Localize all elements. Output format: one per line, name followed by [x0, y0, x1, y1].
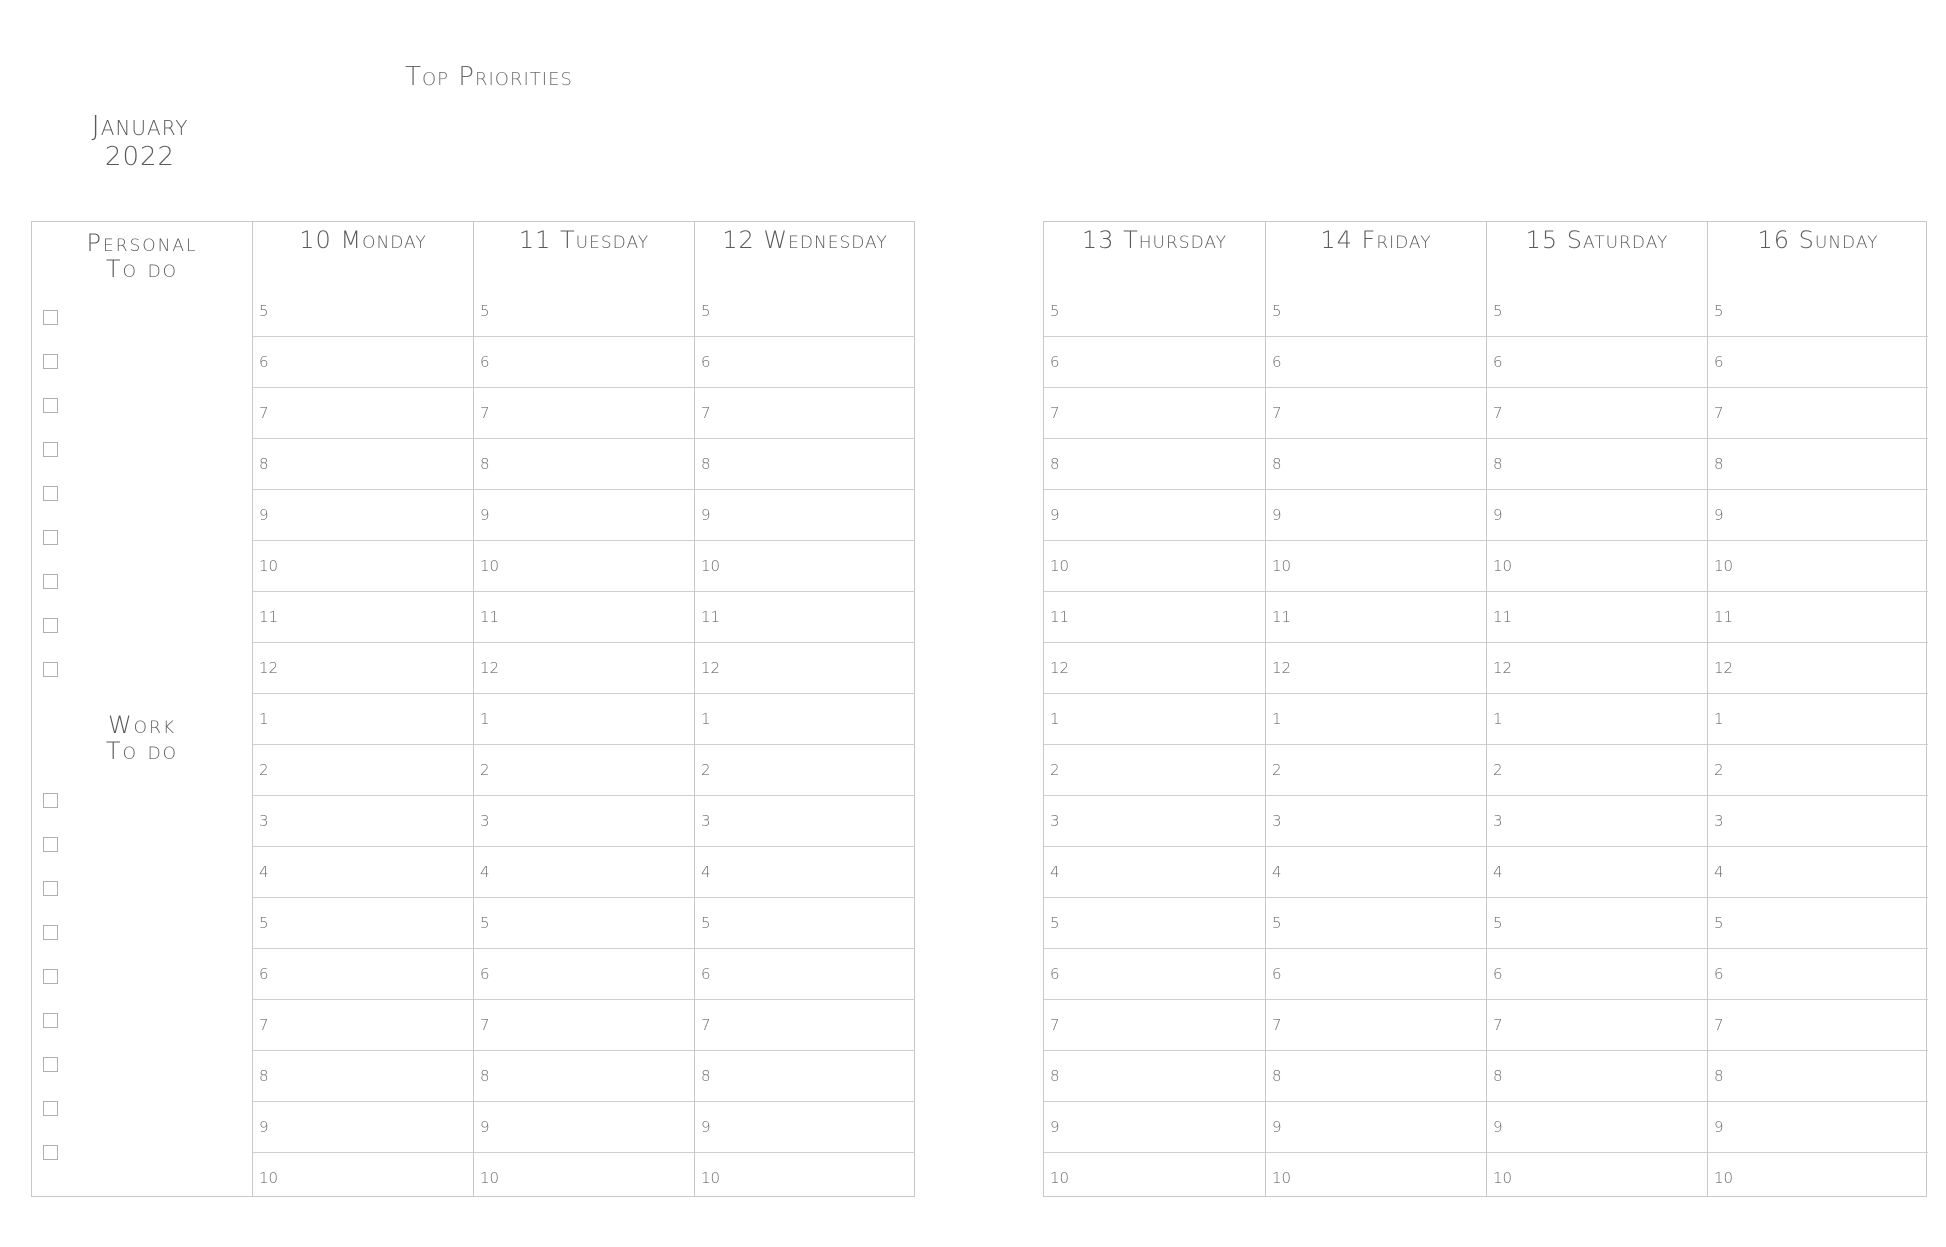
hour-slot[interactable] — [1044, 694, 1265, 745]
hour-slot[interactable] — [695, 847, 915, 898]
hour-label: 6 — [1493, 965, 1503, 983]
hour-slot[interactable] — [253, 337, 473, 388]
hour-slot[interactable] — [695, 592, 915, 643]
hour-slot[interactable] — [253, 847, 473, 898]
hour-label: 6 — [259, 965, 269, 983]
hour-slot[interactable] — [474, 592, 694, 643]
hour-slot[interactable] — [253, 1153, 473, 1204]
hour-label: 2 — [1272, 761, 1282, 779]
hour-label: 5 — [259, 302, 269, 320]
hour-label: 5 — [701, 914, 711, 932]
day-header: 16 Sunday — [1757, 226, 1879, 254]
hour-slot[interactable] — [253, 1102, 473, 1153]
hour-label: 5 — [1272, 914, 1282, 932]
hour-label: 1 — [1272, 710, 1282, 728]
hour-label: 11 — [701, 608, 721, 626]
hour-label: 2 — [259, 761, 269, 779]
hour-slot[interactable] — [474, 949, 694, 1000]
personal-todo-checkbox[interactable] — [43, 398, 58, 413]
hour-slot[interactable] — [695, 1102, 915, 1153]
hour-slot[interactable] — [474, 898, 694, 949]
hour-slot[interactable] — [474, 439, 694, 490]
hour-slot[interactable] — [1487, 1000, 1707, 1051]
hour-slot[interactable] — [1708, 592, 1928, 643]
hour-slot[interactable] — [1044, 388, 1265, 439]
hour-slot[interactable] — [1044, 439, 1265, 490]
hour-slot[interactable] — [1708, 388, 1928, 439]
hour-label: 10 — [480, 1169, 500, 1187]
month-year-block — [60, 110, 220, 172]
hour-label: 9 — [1050, 506, 1060, 524]
hour-slot[interactable] — [1487, 1153, 1707, 1204]
hour-slot[interactable] — [474, 745, 694, 796]
hour-label: 3 — [259, 812, 269, 830]
hour-label: 10 — [259, 1169, 279, 1187]
hour-slot[interactable] — [474, 337, 694, 388]
hour-label: 9 — [1272, 1118, 1282, 1136]
hour-slot[interactable] — [1487, 745, 1707, 796]
hour-label: 9 — [259, 1118, 269, 1136]
hour-label: 3 — [1714, 812, 1724, 830]
day-column — [694, 222, 915, 1196]
hour-slot[interactable] — [1708, 490, 1928, 541]
hour-label: 5 — [1272, 302, 1282, 320]
hour-slot[interactable] — [1487, 541, 1707, 592]
work-todo-checkbox[interactable] — [43, 1013, 58, 1028]
personal-todo-heading-line1: Personal — [86, 229, 198, 257]
hour-slot[interactable] — [1266, 643, 1486, 694]
hour-label: 9 — [259, 506, 269, 524]
hour-slot[interactable] — [253, 643, 473, 694]
hour-slot[interactable] — [695, 490, 915, 541]
hour-label: 7 — [1050, 404, 1060, 422]
hour-label: 1 — [480, 710, 490, 728]
hour-label: 10 — [1493, 1169, 1513, 1187]
hour-slot[interactable] — [253, 796, 473, 847]
hour-slot[interactable] — [253, 439, 473, 490]
work-todo-checkbox[interactable] — [43, 1101, 58, 1116]
hour-label: 6 — [1272, 965, 1282, 983]
hour-slot[interactable] — [1487, 388, 1707, 439]
hour-label: 10 — [1714, 557, 1734, 575]
hour-label: 6 — [1050, 965, 1060, 983]
hour-label: 8 — [1493, 455, 1503, 473]
hour-label: 11 — [480, 608, 500, 626]
hour-label: 8 — [480, 455, 490, 473]
hour-slot[interactable] — [474, 1102, 694, 1153]
hour-slot[interactable] — [1266, 541, 1486, 592]
hour-label: 5 — [1050, 302, 1060, 320]
hour-label: 9 — [701, 1118, 711, 1136]
hour-label: 6 — [480, 353, 490, 371]
hour-slot[interactable] — [1708, 643, 1928, 694]
hour-label: 6 — [480, 965, 490, 983]
hour-label: 10 — [259, 557, 279, 575]
hour-label: 8 — [1493, 1067, 1503, 1085]
hour-slot[interactable] — [1044, 745, 1265, 796]
hour-label: 2 — [701, 761, 711, 779]
hour-slot[interactable] — [1708, 1000, 1928, 1051]
hour-label: 6 — [1272, 353, 1282, 371]
hour-label: 1 — [1050, 710, 1060, 728]
hour-label: 8 — [1272, 455, 1282, 473]
hour-slot[interactable] — [253, 898, 473, 949]
hour-label: 7 — [259, 1016, 269, 1034]
hour-slot[interactable] — [695, 337, 915, 388]
hour-label: 12 — [1272, 659, 1292, 677]
hour-slot[interactable] — [1487, 439, 1707, 490]
hour-label: 4 — [1714, 863, 1724, 881]
hour-label: 4 — [701, 863, 711, 881]
hour-slot[interactable] — [474, 643, 694, 694]
hour-slot[interactable] — [474, 796, 694, 847]
work-todo-heading-line2: To do — [105, 737, 179, 765]
hour-slot[interactable] — [1266, 1102, 1486, 1153]
hour-label: 7 — [701, 404, 711, 422]
day-header: 12 Wednesday — [722, 226, 888, 254]
hour-slot[interactable] — [1487, 490, 1707, 541]
hour-slot[interactable] — [1044, 1051, 1265, 1102]
work-todo-heading-line1: Work — [107, 711, 177, 739]
hour-label: 7 — [1714, 404, 1724, 422]
hour-slot[interactable] — [1487, 796, 1707, 847]
hour-slot[interactable] — [1266, 796, 1486, 847]
hour-label: 12 — [1050, 659, 1070, 677]
hour-slot[interactable] — [1044, 898, 1265, 949]
hour-label: 5 — [1714, 914, 1724, 932]
day-column — [1486, 222, 1707, 1196]
personal-todo-checkbox[interactable] — [43, 662, 58, 677]
hour-label: 8 — [1714, 1067, 1724, 1085]
hour-label: 8 — [701, 1067, 711, 1085]
hour-label: 5 — [1493, 914, 1503, 932]
hour-label: 6 — [1050, 353, 1060, 371]
hour-label: 12 — [259, 659, 279, 677]
work-todo-heading — [32, 712, 252, 764]
hour-slot[interactable] — [474, 1000, 694, 1051]
hour-label: 8 — [259, 455, 269, 473]
hour-label: 5 — [480, 914, 490, 932]
hour-slot[interactable] — [253, 1051, 473, 1102]
hour-label: 7 — [1493, 1016, 1503, 1034]
hour-label: 7 — [701, 1016, 711, 1034]
hour-slot[interactable] — [1266, 847, 1486, 898]
hour-label: 5 — [1714, 302, 1724, 320]
day-column — [1707, 222, 1928, 1196]
day-column — [1265, 222, 1486, 1196]
hour-label: 6 — [701, 353, 711, 371]
hour-slot[interactable] — [474, 541, 694, 592]
hour-slot[interactable] — [695, 949, 915, 1000]
hour-label: 6 — [259, 353, 269, 371]
hour-slot[interactable] — [695, 541, 915, 592]
hour-slot[interactable] — [1044, 1153, 1265, 1204]
hour-label: 9 — [480, 506, 490, 524]
hour-slot[interactable] — [1266, 1051, 1486, 1102]
hour-slot[interactable] — [1487, 286, 1707, 337]
hour-slot[interactable] — [1487, 592, 1707, 643]
hour-label: 9 — [1272, 506, 1282, 524]
hour-slot[interactable] — [1708, 337, 1928, 388]
hour-slot[interactable] — [695, 796, 915, 847]
hour-label: 7 — [1050, 1016, 1060, 1034]
hour-slot[interactable] — [253, 694, 473, 745]
hour-slot[interactable] — [695, 286, 915, 337]
hour-label: 8 — [259, 1067, 269, 1085]
hour-label: 4 — [259, 863, 269, 881]
hour-slot[interactable] — [474, 490, 694, 541]
hour-label: 4 — [1272, 863, 1282, 881]
hour-slot[interactable] — [1487, 949, 1707, 1000]
hour-slot[interactable] — [1266, 949, 1486, 1000]
hour-label: 4 — [1493, 863, 1503, 881]
hour-label: 7 — [480, 1016, 490, 1034]
hour-label: 6 — [1493, 353, 1503, 371]
day-header: 11 Tuesday — [518, 226, 650, 254]
day-header: 13 Thursday — [1081, 226, 1228, 254]
hour-slot[interactable] — [253, 286, 473, 337]
hour-slot[interactable] — [253, 490, 473, 541]
hour-slot[interactable] — [253, 1000, 473, 1051]
year-label: 2022 — [104, 142, 176, 172]
hour-slot[interactable] — [1044, 847, 1265, 898]
hour-label: 3 — [1272, 812, 1282, 830]
hour-slot[interactable] — [1487, 1102, 1707, 1153]
hour-label: 3 — [480, 812, 490, 830]
hour-slot[interactable] — [1266, 898, 1486, 949]
personal-todo-checkbox[interactable] — [43, 442, 58, 457]
hour-label: 10 — [1272, 1169, 1292, 1187]
hour-label: 1 — [1714, 710, 1724, 728]
hour-slot[interactable] — [253, 949, 473, 1000]
hour-label: 7 — [480, 404, 490, 422]
work-todo-checkbox[interactable] — [43, 793, 58, 808]
work-todo-checkbox[interactable] — [43, 1145, 58, 1160]
hour-label: 7 — [1714, 1016, 1724, 1034]
hour-slot[interactable] — [695, 694, 915, 745]
personal-todo-checkbox[interactable] — [43, 574, 58, 589]
hour-slot[interactable] — [1708, 286, 1928, 337]
hour-label: 10 — [1493, 557, 1513, 575]
hour-slot[interactable] — [1487, 898, 1707, 949]
work-todo-checkbox[interactable] — [43, 1057, 58, 1072]
work-todo-checkbox[interactable] — [43, 881, 58, 896]
hour-label: 10 — [701, 1169, 721, 1187]
hour-slot[interactable] — [695, 388, 915, 439]
hour-label: 12 — [1493, 659, 1513, 677]
hour-label: 9 — [1493, 1118, 1503, 1136]
hour-slot[interactable] — [695, 643, 915, 694]
hour-slot[interactable] — [695, 1051, 915, 1102]
month-name: January — [91, 109, 189, 142]
hour-slot[interactable] — [1708, 949, 1928, 1000]
personal-todo-heading-line2: To do — [105, 255, 179, 283]
hour-slot[interactable] — [1487, 1051, 1707, 1102]
hour-label: 7 — [1272, 404, 1282, 422]
hour-slot[interactable] — [1708, 745, 1928, 796]
hour-slot[interactable] — [695, 439, 915, 490]
hour-label: 11 — [1050, 608, 1070, 626]
hour-slot[interactable] — [1044, 337, 1265, 388]
work-todo-checkbox[interactable] — [43, 969, 58, 984]
hour-slot[interactable] — [1266, 439, 1486, 490]
hour-label: 5 — [1050, 914, 1060, 932]
hour-slot[interactable] — [1708, 541, 1928, 592]
hour-label: 7 — [1272, 1016, 1282, 1034]
hour-label: 1 — [1493, 710, 1503, 728]
hour-label: 11 — [1272, 608, 1292, 626]
hour-label: 2 — [1493, 761, 1503, 779]
hour-slot[interactable] — [1266, 388, 1486, 439]
hour-label: 7 — [259, 404, 269, 422]
hour-slot[interactable] — [1266, 490, 1486, 541]
hour-label: 8 — [1050, 455, 1060, 473]
hour-label: 3 — [701, 812, 711, 830]
hour-label: 11 — [259, 608, 279, 626]
hour-slot[interactable] — [1044, 541, 1265, 592]
hour-label: 8 — [480, 1067, 490, 1085]
hour-slot[interactable] — [695, 745, 915, 796]
hour-slot[interactable] — [695, 1153, 915, 1204]
hour-slot[interactable] — [1708, 898, 1928, 949]
hour-label: 10 — [1050, 557, 1070, 575]
hour-slot[interactable] — [1266, 286, 1486, 337]
hour-slot[interactable] — [1266, 694, 1486, 745]
hour-label: 9 — [701, 506, 711, 524]
hour-slot[interactable] — [474, 694, 694, 745]
hour-label: 8 — [701, 455, 711, 473]
hour-label: 9 — [1493, 506, 1503, 524]
hour-slot[interactable] — [1044, 1102, 1265, 1153]
hour-slot[interactable] — [1708, 1051, 1928, 1102]
hour-label: 6 — [1714, 353, 1724, 371]
personal-todo-checkbox[interactable] — [43, 486, 58, 501]
hour-label: 10 — [1050, 1169, 1070, 1187]
hour-slot[interactable] — [1487, 643, 1707, 694]
hour-slot[interactable] — [1044, 592, 1265, 643]
personal-todo-checkbox[interactable] — [43, 618, 58, 633]
hour-label: 6 — [701, 965, 711, 983]
personal-todo-heading — [32, 230, 252, 282]
hour-slot[interactable] — [1708, 1102, 1928, 1153]
hour-slot[interactable] — [253, 388, 473, 439]
hour-label: 3 — [1493, 812, 1503, 830]
hour-slot[interactable] — [1266, 1000, 1486, 1051]
hour-slot[interactable] — [1708, 694, 1928, 745]
hour-slot[interactable] — [253, 541, 473, 592]
hour-slot[interactable] — [695, 1000, 915, 1051]
todo-column — [32, 222, 252, 1196]
hour-slot[interactable] — [1266, 337, 1486, 388]
hour-label: 9 — [1714, 506, 1724, 524]
hour-slot[interactable] — [1708, 847, 1928, 898]
hour-slot[interactable] — [1266, 592, 1486, 643]
hour-label: 2 — [1050, 761, 1060, 779]
day-header: 15 Saturday — [1525, 226, 1669, 254]
hour-label: 3 — [1050, 812, 1060, 830]
hour-slot[interactable] — [1487, 337, 1707, 388]
work-todo-checkbox[interactable] — [43, 925, 58, 940]
hour-label: 2 — [480, 761, 490, 779]
hour-label: 12 — [701, 659, 721, 677]
hour-slot[interactable] — [1266, 1153, 1486, 1204]
day-column — [473, 222, 694, 1196]
hour-slot[interactable] — [474, 847, 694, 898]
hour-label: 9 — [1714, 1118, 1724, 1136]
hour-slot[interactable] — [695, 898, 915, 949]
hour-label: 10 — [480, 557, 500, 575]
hour-label: 8 — [1050, 1067, 1060, 1085]
hour-slot[interactable] — [1044, 643, 1265, 694]
hour-label: 10 — [1714, 1169, 1734, 1187]
hour-label: 9 — [1050, 1118, 1060, 1136]
personal-todo-checkbox[interactable] — [43, 310, 58, 325]
personal-todo-checkbox[interactable] — [43, 530, 58, 545]
hour-slot[interactable] — [1487, 847, 1707, 898]
hour-label: 9 — [480, 1118, 490, 1136]
hour-label: 8 — [1272, 1067, 1282, 1085]
right-week-panel — [1043, 221, 1927, 1197]
hour-label: 5 — [480, 302, 490, 320]
hour-label: 1 — [259, 710, 269, 728]
hour-label: 11 — [1714, 608, 1734, 626]
hour-slot[interactable] — [1708, 439, 1928, 490]
hour-label: 2 — [1714, 761, 1724, 779]
hour-slot[interactable] — [1044, 1000, 1265, 1051]
hour-label: 7 — [1493, 404, 1503, 422]
hour-slot[interactable] — [1044, 796, 1265, 847]
hour-label: 5 — [1493, 302, 1503, 320]
hour-slot[interactable] — [474, 388, 694, 439]
hour-label: 1 — [701, 710, 711, 728]
left-week-panel — [31, 221, 915, 1197]
hour-label: 5 — [701, 302, 711, 320]
hour-label: 10 — [701, 557, 721, 575]
top-priorities-heading: Top Priorities — [405, 62, 573, 92]
hour-label: 5 — [259, 914, 269, 932]
hour-slot[interactable] — [1487, 694, 1707, 745]
hour-label: 12 — [480, 659, 500, 677]
hour-slot[interactable] — [1708, 1153, 1928, 1204]
hour-label: 4 — [480, 863, 490, 881]
hour-slot[interactable] — [1708, 796, 1928, 847]
hour-slot[interactable] — [1044, 286, 1265, 337]
hour-label: 8 — [1714, 455, 1724, 473]
hour-slot[interactable] — [253, 592, 473, 643]
work-todo-checkbox[interactable] — [43, 837, 58, 852]
day-header: 14 Friday — [1320, 226, 1432, 254]
hour-slot[interactable] — [474, 1153, 694, 1204]
day-column — [1044, 222, 1265, 1196]
hour-label: 4 — [1050, 863, 1060, 881]
hour-slot[interactable] — [474, 1051, 694, 1102]
hour-label: 11 — [1493, 608, 1513, 626]
hour-slot[interactable] — [1044, 949, 1265, 1000]
day-header: 10 Monday — [299, 226, 427, 254]
hour-slot[interactable] — [1266, 745, 1486, 796]
personal-todo-checkbox[interactable] — [43, 354, 58, 369]
hour-label: 6 — [1714, 965, 1724, 983]
hour-slot[interactable] — [1044, 490, 1265, 541]
hour-slot[interactable] — [474, 286, 694, 337]
hour-slot[interactable] — [253, 745, 473, 796]
hour-label: 12 — [1714, 659, 1734, 677]
day-column — [252, 222, 473, 1196]
hour-label: 10 — [1272, 557, 1292, 575]
